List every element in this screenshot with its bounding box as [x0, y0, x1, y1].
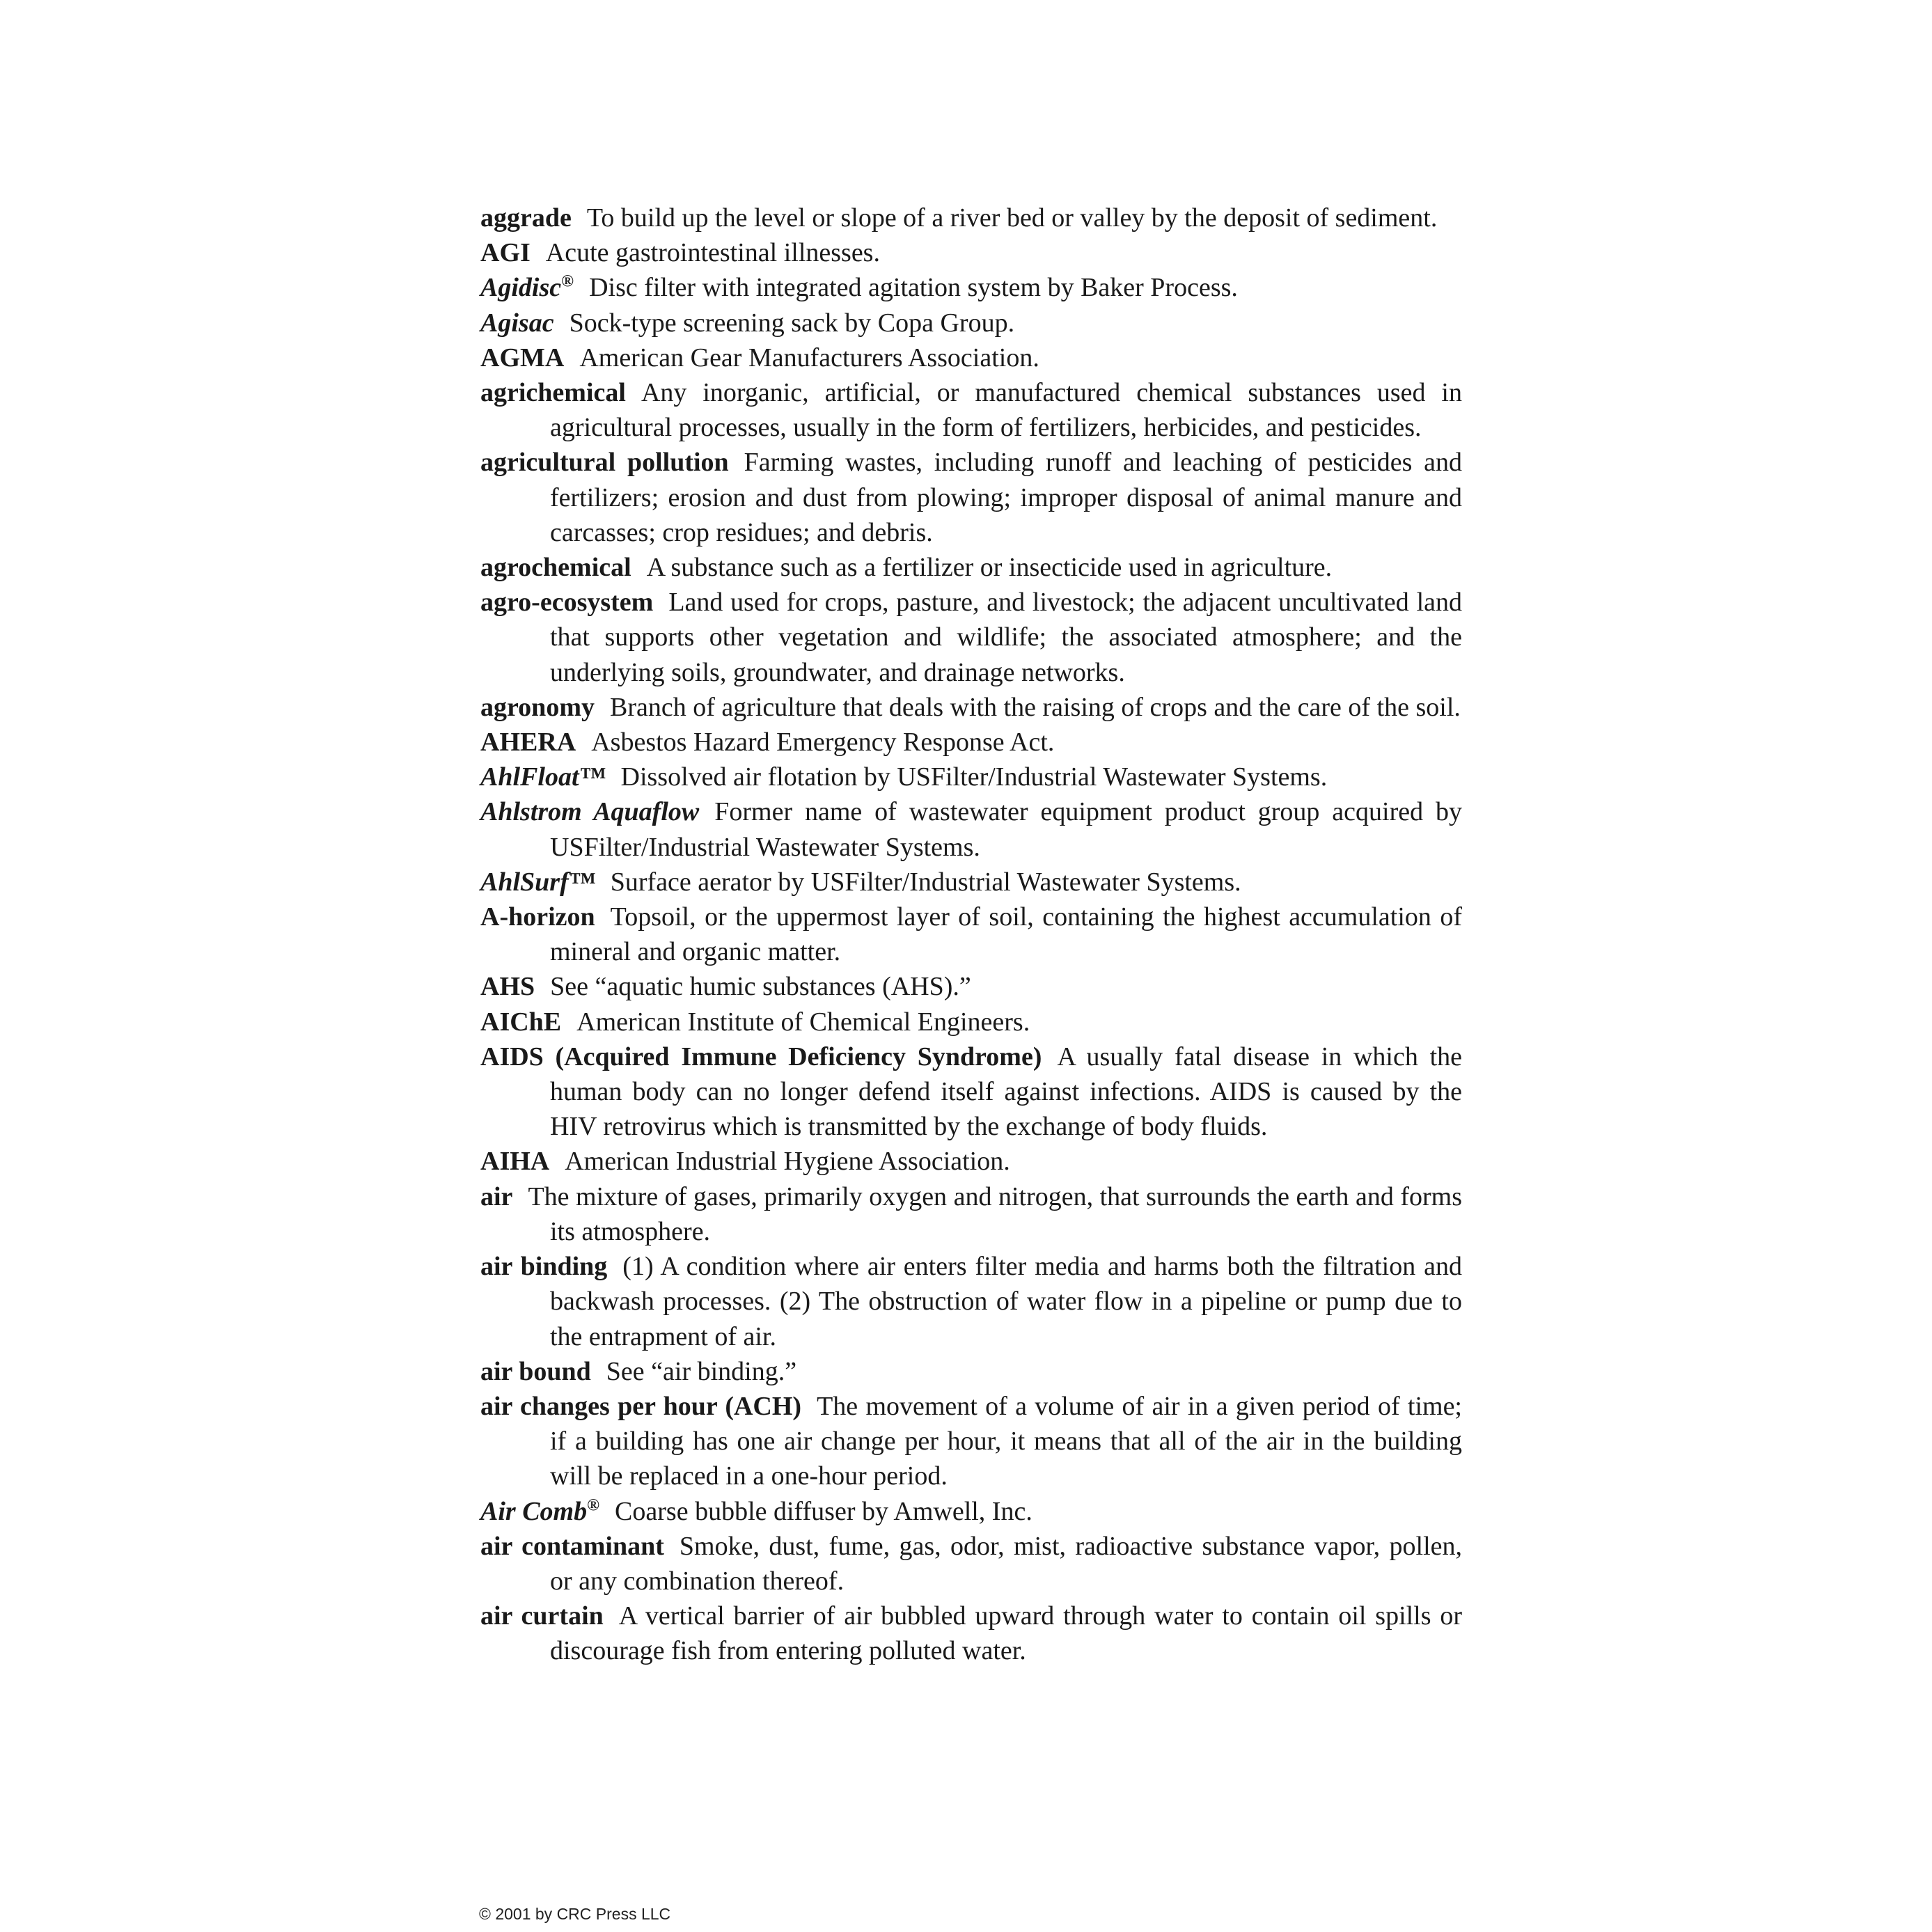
entry-term — [480, 448, 729, 477]
entry-definition: (1) A condition where air enters filter media and harms both the filtration and backwash processes. (2) The obstruction of water flow in a pipeline or pump due to the entrapment of air. — [550, 1252, 1462, 1351]
entry-definition: Branch of agriculture that deals with the raising of crops and the care of the soil. — [609, 692, 1461, 722]
entry-term — [480, 1182, 512, 1211]
registered-mark: ® — [587, 1495, 600, 1514]
glossary-entry — [480, 340, 1462, 375]
entry-term-text: AHS — [480, 972, 535, 1002]
entry-term-text: agricultural pollution — [480, 448, 729, 478]
entry-definition: To build up the level or slope of a river bed or valley by the deposit of sediment. — [586, 203, 1438, 233]
glossary-entry — [480, 445, 1462, 550]
glossary-entry — [480, 201, 1462, 235]
entry-definition: Asbestos Hazard Emergency Response Act. — [591, 728, 1055, 757]
entry-term-text: AGI — [480, 238, 531, 268]
entry-definition: A substance such as a fertilizer or insecticide used in agriculture. — [646, 553, 1333, 583]
entry-term — [480, 1147, 549, 1176]
entry-term-text: Agidisc — [480, 273, 562, 303]
entry-term-text: air curtain — [480, 1601, 604, 1631]
entry-definition: American Gear Manufacturers Association. — [579, 343, 1039, 372]
entry-definition: Sock-type screening sack by Copa Group. — [569, 308, 1015, 338]
entry-term-text: AhlSurf™ — [480, 867, 595, 897]
entry-term — [480, 972, 535, 1001]
entry-definition: Topsoil, or the uppermost layer of soil, containing the highest accumulation of mineral and organic matter. — [550, 902, 1462, 967]
glossary-entry — [480, 375, 1462, 445]
glossary-entry — [480, 1494, 1462, 1529]
glossary-entry — [480, 550, 1462, 585]
entry-term-text: agrochemical — [480, 553, 631, 583]
glossary-entry — [480, 1039, 1462, 1145]
entry-term-text: AIHA — [480, 1147, 550, 1177]
entry-definition: American Institute of Chemical Engineers. — [576, 1007, 1030, 1037]
entry-definition: American Industrial Hygiene Association. — [565, 1147, 1010, 1177]
glossary-list — [480, 201, 1462, 1669]
entry-term — [480, 588, 653, 617]
entry-term-text: Air Comb — [480, 1496, 588, 1526]
glossary-entry — [480, 1179, 1462, 1249]
entry-term-text: AIDS (Acquired Immune Deficiency Syndrome) — [480, 1042, 1042, 1071]
entry-term-text: agro-ecosystem — [480, 588, 654, 618]
entry-definition: The mixture of gases, primarily oxygen and nitrogen, that surrounds the earth and forms its atmosphere. — [528, 1181, 1462, 1246]
entry-term-text: agrichemical — [480, 378, 626, 408]
glossary-entry — [480, 760, 1462, 794]
entry-term — [480, 902, 595, 932]
entry-definition: See “aquatic humic substances (AHS).” — [550, 972, 971, 1002]
entry-definition: Surface aerator by USFilter/Industrial Wastewater Systems. — [610, 867, 1241, 897]
entry-definition: Disc filter with integrated agitation system by Baker Process. — [589, 273, 1238, 303]
glossary-entry — [480, 585, 1462, 690]
entry-term-text: A-horizon — [480, 902, 595, 932]
entry-term — [480, 1042, 1042, 1071]
glossary-entry — [480, 1599, 1462, 1668]
entry-definition: Former name of wastewater equipment product group acquired by USFilter/Industrial Wastewater Systems. — [550, 797, 1462, 862]
entry-term-text: agronomy — [480, 692, 595, 722]
glossary-entry — [480, 270, 1462, 305]
glossary-entry — [480, 690, 1462, 725]
glossary-entry — [480, 235, 1462, 270]
entry-definition: Acute gastrointestinal illnesses. — [545, 238, 880, 268]
glossary-entry — [480, 1005, 1462, 1039]
entry-definition: A vertical barrier of air bubbled upward through water to contain oil spills or discourage fish from entering polluted water. — [550, 1601, 1462, 1666]
entry-term-text: air — [480, 1181, 513, 1211]
entry-term — [480, 1357, 591, 1386]
entry-term — [480, 762, 606, 792]
entry-term — [480, 1532, 664, 1561]
glossary-entry — [480, 306, 1462, 340]
entry-term — [480, 343, 564, 372]
entry-term-text: AHERA — [480, 728, 576, 757]
entry-term — [480, 203, 572, 233]
glossary-entry — [480, 794, 1462, 864]
entry-term — [480, 308, 554, 338]
entry-term — [480, 1007, 561, 1037]
entry-term-text: air bound — [480, 1356, 591, 1386]
entry-definition: A usually fatal disease in which the human body can no longer defend itself against infections. AIDS is caused by the HIV retrovirus which is transmitted by the exchange of body fluids. — [550, 1042, 1462, 1142]
entry-term-text: aggrade — [480, 203, 572, 233]
entry-term-text: AGMA — [480, 343, 565, 372]
entry-definition: The movement of a volume of air in a given period of time; if a building has one air change per hour, it means that all of the air in the building will be replaced in a one-hour period. — [550, 1391, 1462, 1491]
entry-term-text: AhlFloat™ — [480, 762, 606, 792]
entry-term-text: air changes per hour (ACH) — [480, 1391, 802, 1421]
entry-term-text: AIChE — [480, 1007, 562, 1037]
glossary-entry — [480, 969, 1462, 1004]
glossary-entry — [480, 725, 1462, 760]
entry-term — [480, 797, 699, 826]
entry-definition: Smoke, dust, fume, gas, odor, mist, radioactive substance vapor, pollen, or any combination thereof. — [550, 1531, 1463, 1596]
glossary-entry — [480, 1529, 1462, 1599]
entry-term — [480, 273, 574, 302]
entry-term-text: Agisac — [480, 308, 554, 338]
glossary-entry — [480, 1389, 1462, 1494]
entry-term-text: air binding — [480, 1252, 608, 1282]
entry-term — [480, 553, 631, 582]
glossary-entry — [480, 1354, 1462, 1389]
entry-definition: Coarse bubble diffuser by Amwell, Inc. — [615, 1496, 1032, 1526]
entry-term — [480, 728, 576, 757]
glossary-entry — [480, 900, 1462, 969]
glossary-entry — [480, 1144, 1462, 1179]
registered-mark: ® — [561, 272, 574, 291]
copyright-notice: © 2001 by CRC Press LLC — [479, 1905, 671, 1923]
entry-term — [480, 1601, 604, 1631]
entry-definition: Land used for crops, pasture, and livestock; the adjacent uncultivated land that supports other vegetation and wildlife; the associated atmosphere; and the underlying soils, groundwater, and drainage networks. — [550, 588, 1462, 687]
entry-term — [480, 378, 626, 407]
entry-definition: Farming wastes, including runoff and leaching of pesticides and fertilizers; erosion and dust from plowing; improper disposal of animal manure and carcasses; crop residues; and debris. — [550, 448, 1462, 547]
entry-definition: See “air binding.” — [606, 1356, 797, 1386]
glossary-entry — [480, 865, 1462, 900]
glossary-entry — [480, 1249, 1462, 1354]
entry-term — [480, 693, 595, 722]
entry-definition: Dissolved air flotation by USFilter/Industrial Wastewater Systems. — [620, 762, 1328, 792]
entry-term-text: Ahlstrom Aquaflow — [480, 797, 700, 827]
entry-term — [480, 238, 531, 267]
entry-definition: Any inorganic, artificial, or manufactured chemical substances used in agricultural processes, usually in the form of fertilizers, herbicides, and pesticides. — [550, 378, 1462, 443]
entry-term — [480, 1497, 599, 1526]
entry-term — [480, 1252, 607, 1281]
entry-term-text: air contaminant — [480, 1531, 664, 1561]
entry-term — [480, 1392, 801, 1421]
entry-term — [480, 867, 595, 897]
